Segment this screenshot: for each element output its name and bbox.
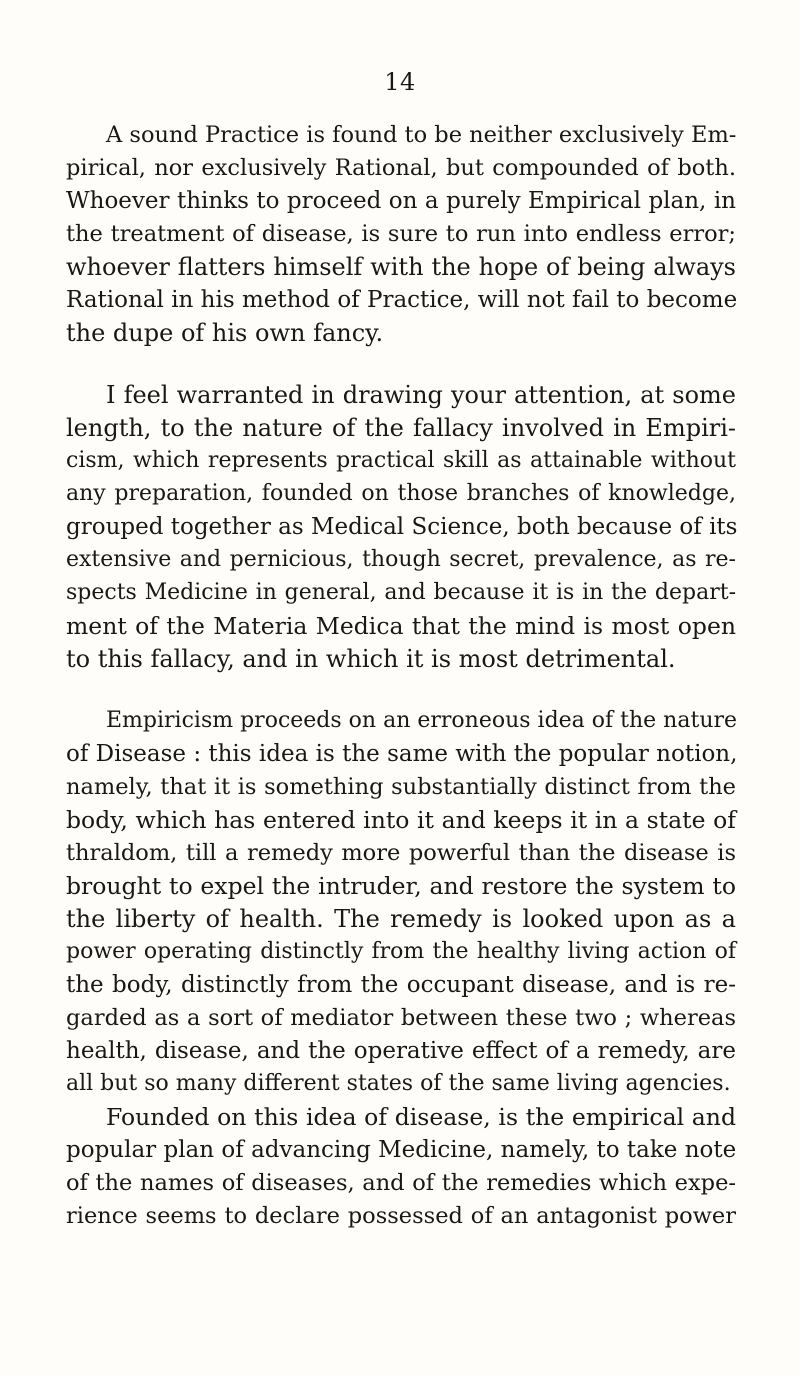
text-line: spects Medicine in general, and because it is in the depart- <box>66 580 736 605</box>
text-line: the dupe of his own fancy. <box>66 319 384 347</box>
page-number: 14 <box>384 68 416 96</box>
text-line: power operating distinctly from the healthy living action of <box>66 939 736 964</box>
text-line: extensive and pernicious, though secret, prevalence, as re- <box>66 547 736 572</box>
text-line: the liberty of health. The remedy is looked upon as a <box>66 905 736 933</box>
text-line: garded as a sort of mediator between these two ; whereas <box>66 1005 736 1031</box>
text-line: cism, which represents practical skill as attainable without <box>66 448 736 473</box>
text-line: health, disease, and the operative effect of a remedy, are <box>66 1038 736 1064</box>
text-line: of Disease : this idea is the same with the popular notion, <box>66 741 738 767</box>
text-line: the body, distinctly from the occupant disease, and is re- <box>66 972 736 998</box>
text-line: Rational in his method of Practice, will not fail to become <box>66 287 738 313</box>
text-line: brought to expel the intruder, and restore the system to <box>66 872 736 900</box>
text-line: to this fallacy, and in which it is most detrimental. <box>66 645 676 673</box>
text-line: Founded on this idea of disease, is the empirical and <box>106 1103 736 1131</box>
text-line: body, which has entered into it and keeps it in a state of <box>66 806 736 834</box>
text-line: ment of the Materia Medica that the mind is most open <box>66 612 736 640</box>
text-line: popular plan of advancing Medicine, namely, to take note <box>66 1137 737 1163</box>
text-line: Empiricism proceeds on an erroneous idea of the nature <box>106 708 738 733</box>
text-line: whoever flatters himself with the hope of being always <box>66 253 736 281</box>
text-line: I feel warranted in drawing your attention, at some <box>106 381 736 409</box>
text-line: grouped together as Medical Science, both because of its <box>66 514 738 540</box>
text-line: thraldom, till a remedy more powerful than the disease is <box>66 840 736 866</box>
text-line: namely, that it is something substantially distinct from the <box>66 774 736 800</box>
text-line: pirical, nor exclusively Rational, but compounded of both. <box>66 155 736 181</box>
text-line: the treatment of disease, is sure to run into endless error; <box>66 221 736 247</box>
text-line: of the names of diseases, and of the remedies which expe- <box>66 1170 736 1196</box>
text-line: Whoever thinks to proceed on a purely Empirical plan, in <box>66 188 736 214</box>
text-line: length, to the nature of the fallacy involved in Empiri- <box>66 414 736 442</box>
text-line: A sound Practice is found to be neither exclusively Em- <box>106 122 737 148</box>
text-line: any preparation, founded on those branches of knowledge, <box>66 481 736 506</box>
text-line: rience seems to declare possessed of an antagonist power <box>66 1203 736 1229</box>
text-line: all but so many different states of the same living agencies. <box>66 1071 731 1096</box>
